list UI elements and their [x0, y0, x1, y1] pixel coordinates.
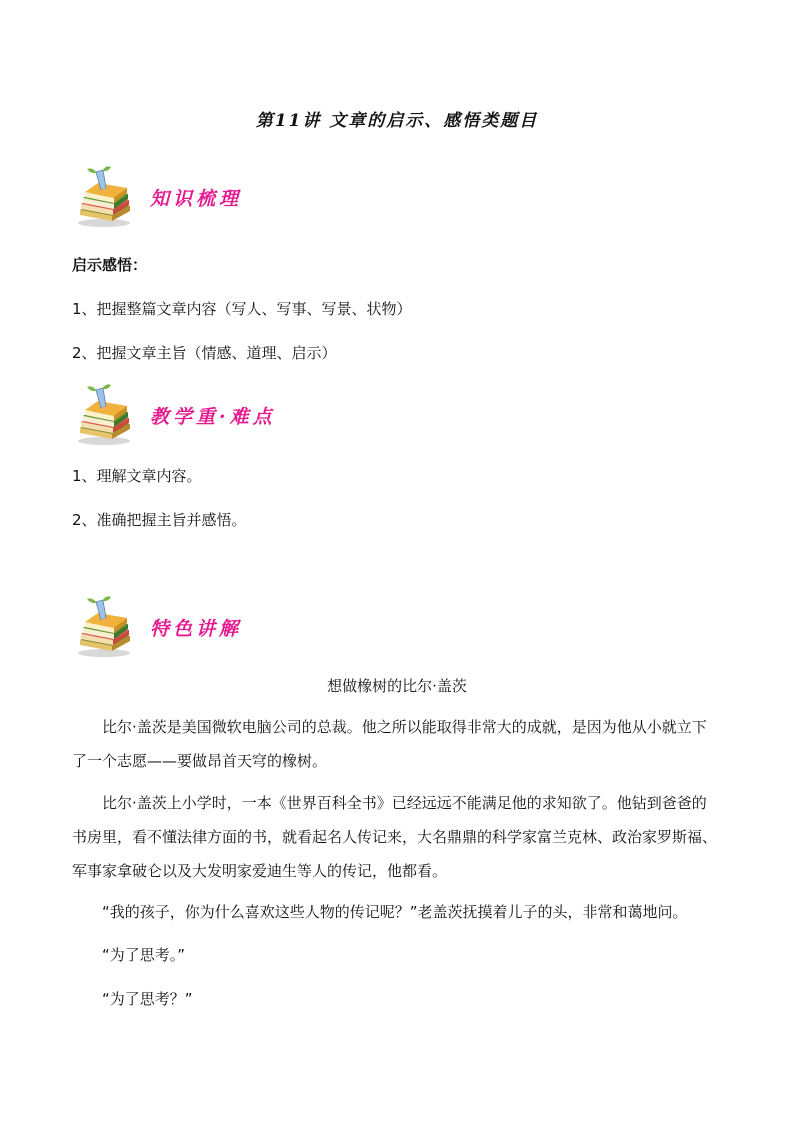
- section-header-knowledge: [72, 166, 242, 228]
- knowledge-item: 1、把握整篇文章内容（写人、写事、写景、状物）: [72, 300, 412, 318]
- document-title: 第11讲 文章的启示、感悟类题目: [255, 111, 539, 131]
- book-stack-icon: [72, 166, 136, 228]
- article-paragraph: 比尔·盖茨是美国微软电脑公司的总裁。他之所以能取得非常大的成就，是因为他从小就立下了一个志愿——要做昂首天穹的橡树。: [72, 718, 707, 770]
- article-paragraph: “为了思考。”: [102, 946, 186, 964]
- keypoint-item: 1、理解文章内容。: [72, 467, 202, 485]
- knowledge-heading: 启示感悟：: [72, 256, 148, 274]
- section-title-keypoints: 教学重·难点: [150, 405, 276, 428]
- article-paragraph: “我的孩子，你为什么喜欢这些人物的传记呢？”老盖茨抚摸着儿子的头，非常和蔼地问。: [102, 903, 688, 921]
- book-stack-icon: [72, 596, 136, 658]
- section-title-knowledge: 知识梳理: [150, 187, 243, 210]
- section-header-keypoints: [72, 384, 276, 446]
- section-title-explain: 特色讲解: [150, 617, 243, 640]
- article-paragraph: 比尔·盖茨上小学时，一本《世界百科全书》已经远远不能满足他的求知欲了。他钻到爸爸的书房里，看不懂法律方面的书，就看起名人传记来，大名鼎鼎的科学家富兰克林、政治家罗斯福、军事家拿破仑以及大发明家爱迪生等人的传记，他都看。: [72, 794, 718, 880]
- section-header-explain: [72, 596, 242, 658]
- article-title: 想做橡树的比尔·盖茨: [327, 677, 467, 695]
- book-stack-icon: [72, 384, 136, 446]
- knowledge-item: 2、把握文章主旨（情感、道理、启示）: [72, 344, 337, 362]
- keypoint-item: 2、准确把握主旨并感悟。: [72, 511, 247, 529]
- article-paragraph: “为了思考？”: [102, 990, 193, 1008]
